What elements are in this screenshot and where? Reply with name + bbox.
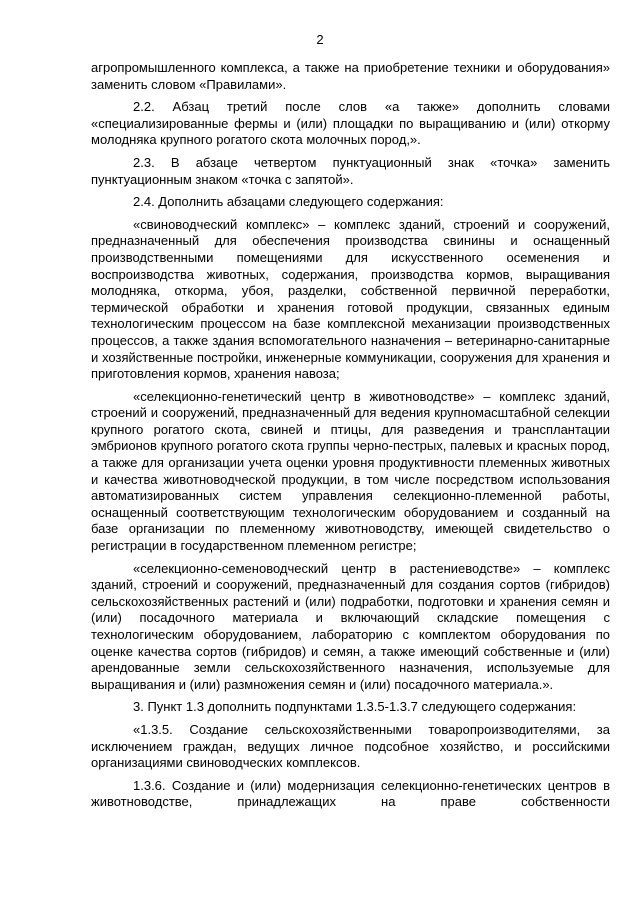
page-number: 2: [316, 32, 324, 47]
paragraph-2-3: 2.3. В абзаце четвертом пунктуационный знак «точка» заменить пунктуационным знаком «точка с запятой».: [91, 154, 610, 187]
document-body: [91, 60, 610, 811]
paragraph-item-3: 3. Пункт 1.3 дополнить подпунктами 1.3.5-1.3.7 следующего содержания:: [133, 699, 577, 715]
paragraph-pig-complex-definition: «свиноводческий комплекс» – комплекс зданий, строений и сооружений, предназначенный для обеспечения производства свинины и оснащенный производственными помещениями для искусственного осеменения и воспроизводства животных, содержания, производства кормов, выращивания молодняка, откорма, убоя, разделки, собственной первичной переработки, термической обработки и хранения готовой продукции, связанных единым технологическим процессом на базе комплексной механизации производственных процессов, а также здания вспомогательного назначения – ветеринарно-санитарные и хозяйственные постройки, инженерные коммуникации, сооружения для хранения и приготовления кормов, хранения навоза;: [91, 216, 610, 382]
paragraph-continuation: агропромышленного комплекса, а также на приобретение техники и оборудования» заменить словом «Правилами».: [91, 60, 610, 92]
paragraph-2-2: 2.2. Абзац третий после слов «а также» дополнить словами «специализированные фермы и (или) площадки по выращиванию и (или) откорму молодняка крупного рогатого скота молочных пород,».: [91, 99, 610, 148]
paragraph-1-3-5: «1.3.5. Создание сельскохозяйственными товаропроизводителями, за исключением граждан, ведущих личное подсобное хозяйство, и российскими организациями свиноводческих комплексов.: [91, 721, 610, 771]
paragraph-seed-center-definition: «селекционно-семеноводческий центр в растениеводстве» – комплекс зданий, строений и сооружений, предназначенный для создания сортов (гибридов) сельскохозяйственных растений и (или) подработки, подготовки и хранения семян и (или) посадочного материала и включающий складские помещения с технологическим оборудованием, лабораторию с комплектом оборудования по оценке качества сортов (гибридов) и семян, а также имеющий собственные и (или) арендованные земли сельскохозяйственного назначения, используемые для выращивания и (или) размножения семян и (или) посадочного материала.».: [91, 560, 610, 692]
paragraph-1-3-6: 1.3.6. Создание и (или) модернизация селекционно-генетических центров в животноводстве, принадлежащих на праве собственности: [91, 777, 610, 810]
paragraph-genetic-center-definition: «селекционно-генетический центр в животноводстве» – комплекс зданий, строений и сооружений, предназначенный для ведения крупномасштабной селекции крупного рогатого скота, свиней и птицы, для разведения и трансплантации эмбрионов крупного рогатого скота группы черно-пестрых, палевых и красных пород, а также для организации учета оценки уровня продуктивности племенных животных и качества животноводческой продукции, в том числе посредством использования автоматизированных систем управления селекционно-племенной работы, оснащенный соответствующим технологическим оборудованием и созданный на базе организации по племенному животноводству, имеющей свидетельство о регистрации в государственном племенном регистре;: [91, 388, 610, 554]
paragraph-2-4: 2.4. Дополнить абзацами следующего содержания:: [133, 194, 444, 210]
